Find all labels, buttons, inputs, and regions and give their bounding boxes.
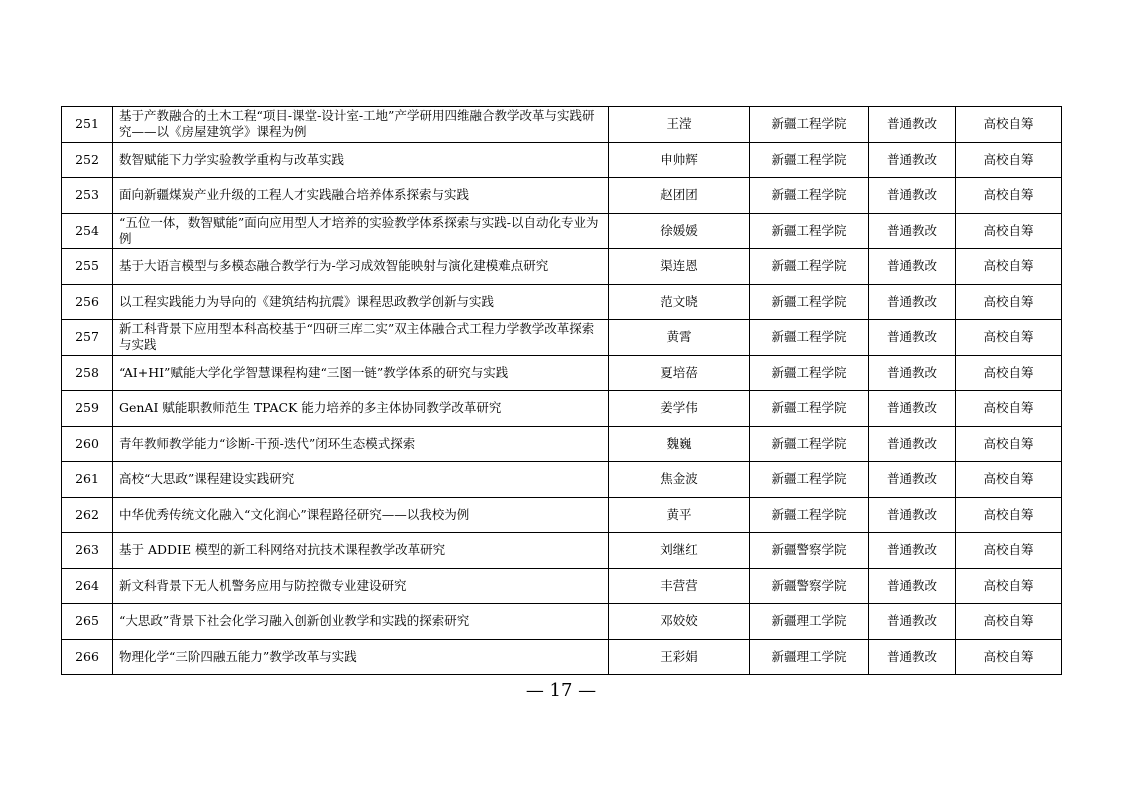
funding-source: 高校自筹: [956, 604, 1062, 640]
project-title: 青年教师教学能力“诊断-干预-迭代”闭环生态模式探索: [113, 426, 609, 462]
row-number: 264: [62, 568, 113, 604]
funding-source: 高校自筹: [956, 178, 1062, 214]
funding-source: 高校自筹: [956, 284, 1062, 320]
school-name: 新疆工程学院: [750, 142, 869, 178]
row-number: 253: [62, 178, 113, 214]
funding-source: 高校自筹: [956, 497, 1062, 533]
project-title: 新文科背景下无人机警务应用与防控微专业建设研究: [113, 568, 609, 604]
project-category: 普通教改: [869, 178, 956, 214]
project-leader: 魏巍: [609, 426, 750, 462]
funding-source: 高校自筹: [956, 462, 1062, 498]
project-title: 高校“大思政”课程建设实践研究: [113, 462, 609, 498]
project-category: 普通教改: [869, 284, 956, 320]
project-leader: 赵团团: [609, 178, 750, 214]
school-name: 新疆工程学院: [750, 320, 869, 356]
funding-source: 高校自筹: [956, 568, 1062, 604]
project-leader: 姜学伟: [609, 391, 750, 427]
project-leader: 丰营营: [609, 568, 750, 604]
project-leader: 夏培蓓: [609, 355, 750, 391]
table-row: [62, 462, 1062, 498]
funding-source: 高校自筹: [956, 391, 1062, 427]
table-row: [62, 142, 1062, 178]
school-name: 新疆工程学院: [750, 462, 869, 498]
project-title: 新工科背景下应用型本科高校基于“四研三库二实”双主体融合式工程力学教学改革探索与实践: [113, 320, 609, 356]
school-name: 新疆工程学院: [750, 391, 869, 427]
project-title: 以工程实践能力为导向的《建筑结构抗震》课程思政教学创新与实践: [113, 284, 609, 320]
school-name: 新疆工程学院: [750, 213, 869, 249]
row-number: 251: [62, 107, 113, 143]
project-leader: 申帅辉: [609, 142, 750, 178]
table-row: [62, 604, 1062, 640]
project-category: 普通教改: [869, 639, 956, 675]
row-number: 257: [62, 320, 113, 356]
row-number: 252: [62, 142, 113, 178]
project-title: 数智赋能下力学实验教学重构与改革实践: [113, 142, 609, 178]
project-category: 普通教改: [869, 497, 956, 533]
row-number: 261: [62, 462, 113, 498]
project-category: 普通教改: [869, 533, 956, 569]
project-title: 面向新疆煤炭产业升级的工程人才实践融合培养体系探索与实践: [113, 178, 609, 214]
table-row: [62, 320, 1062, 356]
row-number: 256: [62, 284, 113, 320]
project-category: 普通教改: [869, 320, 956, 356]
project-table: [61, 106, 1062, 675]
school-name: 新疆工程学院: [750, 355, 869, 391]
project-leader: 黄平: [609, 497, 750, 533]
funding-source: 高校自筹: [956, 426, 1062, 462]
funding-source: 高校自筹: [956, 355, 1062, 391]
project-title: 物理化学“三阶四融五能力”教学改革与实践: [113, 639, 609, 675]
table-row: [62, 533, 1062, 569]
funding-source: 高校自筹: [956, 639, 1062, 675]
project-leader: 王彩娟: [609, 639, 750, 675]
school-name: 新疆警察学院: [750, 568, 869, 604]
funding-source: 高校自筹: [956, 249, 1062, 285]
project-leader: 焦金波: [609, 462, 750, 498]
school-name: 新疆工程学院: [750, 497, 869, 533]
row-number: 265: [62, 604, 113, 640]
row-number: 258: [62, 355, 113, 391]
table-row: [62, 284, 1062, 320]
project-title: “AI+HI”赋能大学化学智慧课程构建“三图一链”教学体系的研究与实践: [113, 355, 609, 391]
table-row: [62, 107, 1062, 143]
project-title: 基于 ADDIE 模型的新工科网络对抗技术课程教学改革研究: [113, 533, 609, 569]
row-number: 259: [62, 391, 113, 427]
school-name: 新疆工程学院: [750, 426, 869, 462]
table-body: [62, 107, 1062, 675]
project-leader: 王滢: [609, 107, 750, 143]
row-number: 254: [62, 213, 113, 249]
project-category: 普通教改: [869, 249, 956, 285]
project-category: 普通教改: [869, 426, 956, 462]
funding-source: 高校自筹: [956, 107, 1062, 143]
project-category: 普通教改: [869, 107, 956, 143]
project-category: 普通教改: [869, 462, 956, 498]
school-name: 新疆工程学院: [750, 249, 869, 285]
funding-source: 高校自筹: [956, 142, 1062, 178]
funding-source: 高校自筹: [956, 213, 1062, 249]
table-row: [62, 639, 1062, 675]
school-name: 新疆工程学院: [750, 284, 869, 320]
project-category: 普通教改: [869, 213, 956, 249]
table-row: [62, 568, 1062, 604]
school-name: 新疆警察学院: [750, 533, 869, 569]
table-row: [62, 178, 1062, 214]
project-leader: 邓姣姣: [609, 604, 750, 640]
project-leader: 范文晓: [609, 284, 750, 320]
table-row: [62, 249, 1062, 285]
project-title: “五位一体，数智赋能”面向应用型人才培养的实验教学体系探索与实践-以自动化专业为例: [113, 213, 609, 249]
row-number: 262: [62, 497, 113, 533]
row-number: 255: [62, 249, 113, 285]
project-title: 基于大语言模型与多模态融合教学行为-学习成效智能映射与演化建模难点研究: [113, 249, 609, 285]
project-category: 普通教改: [869, 142, 956, 178]
project-leader: 渠连恩: [609, 249, 750, 285]
table-row: [62, 426, 1062, 462]
row-number: 263: [62, 533, 113, 569]
table-row: [62, 391, 1062, 427]
funding-source: 高校自筹: [956, 320, 1062, 356]
row-number: 260: [62, 426, 113, 462]
project-title: GenAI 赋能职教师范生 TPACK 能力培养的多主体协同教学改革研究: [113, 391, 609, 427]
school-name: 新疆工程学院: [750, 178, 869, 214]
project-category: 普通教改: [869, 604, 956, 640]
table-row: [62, 355, 1062, 391]
school-name: 新疆工程学院: [750, 107, 869, 143]
project-title: “大思政”背景下社会化学习融入创新创业教学和实践的探索研究: [113, 604, 609, 640]
project-leader: 黄霄: [609, 320, 750, 356]
project-leader: 刘继红: [609, 533, 750, 569]
page-number: — 17 —: [525, 680, 597, 701]
school-name: 新疆理工学院: [750, 604, 869, 640]
table-row: [62, 213, 1062, 249]
project-title: 中华优秀传统文化融入“文化润心”课程路径研究——以我校为例: [113, 497, 609, 533]
school-name: 新疆理工学院: [750, 639, 869, 675]
project-category: 普通教改: [869, 568, 956, 604]
project-category: 普通教改: [869, 355, 956, 391]
funding-source: 高校自筹: [956, 533, 1062, 569]
project-title: 基于产教融合的土木工程“项目-课堂-设计室-工地”产学研用四维融合教学改革与实践研究——以《房屋建筑学》课程为例: [113, 107, 609, 143]
project-leader: 徐媛媛: [609, 213, 750, 249]
row-number: 266: [62, 639, 113, 675]
project-category: 普通教改: [869, 391, 956, 427]
table-row: [62, 497, 1062, 533]
